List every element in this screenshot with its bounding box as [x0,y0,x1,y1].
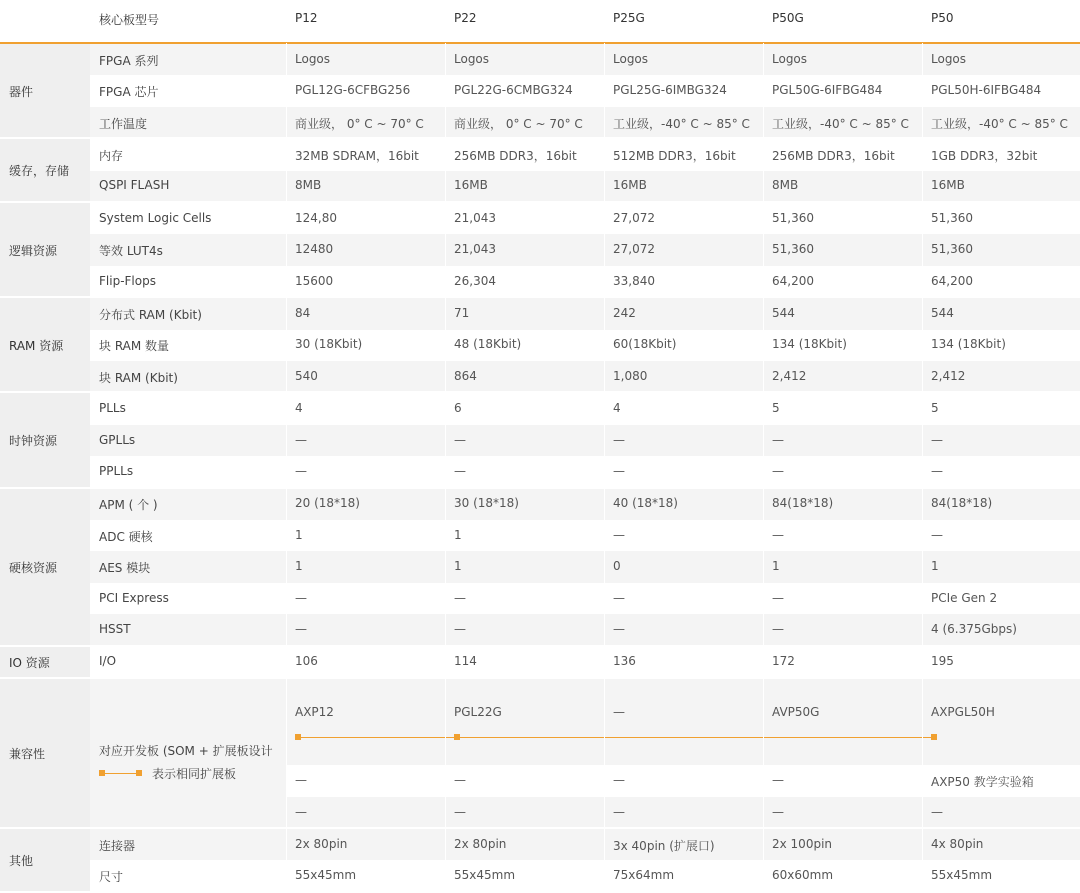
table-cell: 15600 [295,273,334,288]
compat-cell: — [613,804,625,819]
table-cell: 5 [931,401,939,416]
row-label: 内存 [99,148,124,163]
compat-cell: AXP12 [295,705,334,719]
table-cell: 195 [931,654,954,669]
table-cell: 84(18*18) [772,496,834,511]
table-cell: 32MB SDRAM，16bit [295,148,419,163]
group-header: 逻辑资源 [0,203,90,297]
table-cell: 1 [454,559,462,574]
table-cell: 84 [295,305,311,320]
row-label: 块 RAM (Kbit) [99,370,178,385]
table-cell: — [295,590,307,605]
table-cell: Logos [295,51,331,66]
table-cell: PCIe Gen 2 [931,590,998,605]
table-cell: 1 [772,559,780,574]
table-cell: 51,360 [772,210,814,225]
group-header: 缓存，存储 [0,139,90,202]
table-cell: 55x45mm [295,868,357,883]
group-separator [0,891,1080,893]
table-cell: 2,412 [772,368,807,383]
table-cell: — [454,590,466,605]
compat-link-line [298,737,934,738]
table-cell: PGL25G-6IMBG324 [613,83,727,98]
legend-dot [99,770,105,776]
compat-cell: AXPGL50H [931,705,995,719]
compat-row [287,797,1080,828]
table-cell: 256MB DDR3，16bit [454,148,577,163]
row-label: ADC 硬核 [99,529,153,544]
table-cell: 48 (18Kbit) [454,337,522,352]
table-cell: 工业级，-40° C ~ 85° C [772,116,909,131]
table-cell: 5 [772,401,780,416]
table-cell: 27,072 [613,242,655,257]
table-cell: 114 [454,654,477,669]
column-separator [763,43,764,889]
compat-cell: — [931,804,943,819]
compat-cell: — [772,804,784,819]
table-cell: — [772,527,784,542]
compat-cell: AVP50G [772,705,820,719]
header-model-label: 核心板型号 [99,13,160,27]
row-label: 分布式 RAM (Kbit) [99,307,202,322]
table-cell: 33,840 [613,273,655,288]
table-cell: Logos [931,51,967,66]
table-cell: — [613,527,625,542]
table-cell: — [454,432,466,447]
table-cell: 64,200 [772,273,814,288]
row-label: 等效 LUT4s [99,244,163,259]
column-separator [604,43,605,889]
table-cell: 3x 40pin (扩展口) [613,838,715,853]
header-model-p12: P12 [295,11,318,25]
compat-row [287,679,1080,765]
table-cell: 2x 100pin [772,836,833,851]
compat-row-label: 对应开发板 (SOM + 扩展板设计 [99,744,273,758]
table-cell: 2x 80pin [454,836,507,851]
table-cell: 40 (18*18) [613,496,678,511]
table-cell: 1 [295,527,303,542]
table-cell: 512MB DDR3，16bit [613,148,736,163]
table-cell: 64,200 [931,273,973,288]
row-label: 连接器 [99,838,136,853]
table-cell: — [613,463,625,478]
table-cell: — [931,463,943,478]
table-cell: 172 [772,654,795,669]
table-cell: 84(18*18) [931,496,993,511]
table-cell: 544 [772,305,795,320]
table-cell: 544 [931,305,954,320]
table-cell: 136 [613,654,636,669]
table-cell: 1,080 [613,368,648,383]
table-cell: 16MB [613,178,647,193]
table-cell: PGL50G-6IFBG484 [772,83,883,98]
table-cell: — [772,432,784,447]
row-label: PPLLs [99,463,134,478]
table-cell: — [454,621,466,636]
table-cell: — [613,432,625,447]
table-cell: 商业级， 0° C ~ 70° C [454,116,583,131]
table-cell: 21,043 [454,242,496,257]
row-label: PCI Express [99,590,169,605]
group-header: 时钟资源 [0,393,90,487]
table-cell: Logos [772,51,808,66]
table-cell: 51,360 [772,242,814,257]
row-label: FPGA 系列 [99,53,159,68]
table-cell: 2,412 [931,368,966,383]
table-cell: 71 [454,305,470,320]
column-separator [286,43,287,889]
table-cell: 20 (18*18) [295,496,360,511]
table-cell: — [295,432,307,447]
table-cell: 0 [613,559,621,574]
legend-text: 表示相同扩展板 [152,767,237,781]
compat-cell: — [772,773,784,787]
table-cell: 242 [613,305,636,320]
table-cell: — [772,590,784,605]
legend-line [101,773,139,774]
table-cell: 60(18Kbit) [613,337,677,352]
group-header: 器件 [0,44,90,138]
row-label: QSPI FLASH [99,178,170,193]
compat-cell: PGL22G [454,705,502,719]
table-cell: — [295,621,307,636]
table-cell: 工业级，-40° C ~ 85° C [931,116,1068,131]
table-cell: PGL22G-6CMBG324 [454,83,573,98]
table-cell: 1 [931,559,939,574]
table-cell: 商业级， 0° C ~ 70° C [295,116,424,131]
header-model-p50: P50 [931,11,954,25]
table-cell: 27,072 [613,210,655,225]
group-header: 硬核资源 [0,489,90,646]
table-cell: 8MB [772,178,799,193]
table-cell: 8MB [295,178,322,193]
table-cell: 256MB DDR3，16bit [772,148,895,163]
row-label: PLLs [99,401,126,416]
table-cell: 55x45mm [931,868,993,883]
table-cell: 工业级，-40° C ~ 85° C [613,116,750,131]
table-cell: 4 [295,401,303,416]
row-label: 块 RAM 数量 [99,339,170,354]
row-label: 工作温度 [99,116,148,131]
table-cell: — [931,432,943,447]
row-label: I/O [99,654,117,669]
table-cell: Logos [454,51,490,66]
table-cell: 12480 [295,242,334,257]
table-cell: PGL12G-6CFBG256 [295,83,411,98]
compat-link-dot [454,734,460,740]
header-model-p25g: P25G [613,11,645,25]
row-label: APM ( 个 ) [99,498,158,513]
column-separator [922,43,923,889]
table-cell: 2x 80pin [295,836,348,851]
table-cell: 51,360 [931,210,973,225]
compat-cell: — [295,773,307,787]
row-label: AES 模块 [99,561,151,576]
compat-cell: AXP50 教学实验箱 [931,775,1034,789]
table-cell: — [295,463,307,478]
row-label: 尺寸 [99,870,124,885]
header-model-p22: P22 [454,11,477,25]
table-cell: 55x45mm [454,868,516,883]
compat-cell: — [454,773,466,787]
table-cell: — [772,621,784,636]
table-cell: 4 [613,401,621,416]
table-cell: 30 (18Kbit) [295,337,363,352]
group-header: 兼容性 [0,679,90,828]
compat-cell: — [613,705,625,719]
table-cell: 4x 80pin [931,836,984,851]
table-cell: 1GB DDR3，32bit [931,148,1038,163]
group-header: IO 资源 [0,647,90,678]
table-cell: PGL50H-6IFBG484 [931,83,1042,98]
header-model-p50g: P50G [772,11,804,25]
column-separator [445,43,446,889]
table-header [0,0,1080,44]
table-cell: 134 (18Kbit) [931,337,1006,352]
table-cell: — [772,463,784,478]
table-cell: 864 [454,368,477,383]
table-cell: 21,043 [454,210,496,225]
compat-cell: — [454,804,466,819]
table-cell: 26,304 [454,273,496,288]
group-header: RAM 资源 [0,298,90,392]
row-label: FPGA 芯片 [99,85,159,100]
table-cell: 1 [454,527,462,542]
compat-cell: — [613,773,625,787]
legend-dot [136,770,142,776]
table-cell: 60x60mm [772,868,834,883]
table-cell: 30 (18*18) [454,496,519,511]
row-label: GPLLs [99,432,136,447]
compat-cell: — [295,804,307,819]
table-cell: — [613,590,625,605]
group-header: 其他 [0,829,90,892]
row-label: Flip-Flops [99,273,156,288]
table-cell: 51,360 [931,242,973,257]
table-cell: 6 [454,401,462,416]
table-cell: 1 [295,559,303,574]
table-cell: 540 [295,368,318,383]
compat-link-dot [295,734,301,740]
table-cell: 134 (18Kbit) [772,337,847,352]
table-cell: — [931,527,943,542]
row-label: System Logic Cells [99,210,212,225]
compat-link-dot [931,734,937,740]
table-cell: 4 (6.375Gbps) [931,621,1017,636]
row-label: HSST [99,621,131,636]
table-cell: 106 [295,654,318,669]
table-cell: Logos [613,51,649,66]
table-cell: 75x64mm [613,868,675,883]
table-cell: — [613,621,625,636]
table-cell: — [454,463,466,478]
table-cell: 16MB [454,178,488,193]
table-cell: 124,80 [295,210,337,225]
table-cell: 16MB [931,178,965,193]
